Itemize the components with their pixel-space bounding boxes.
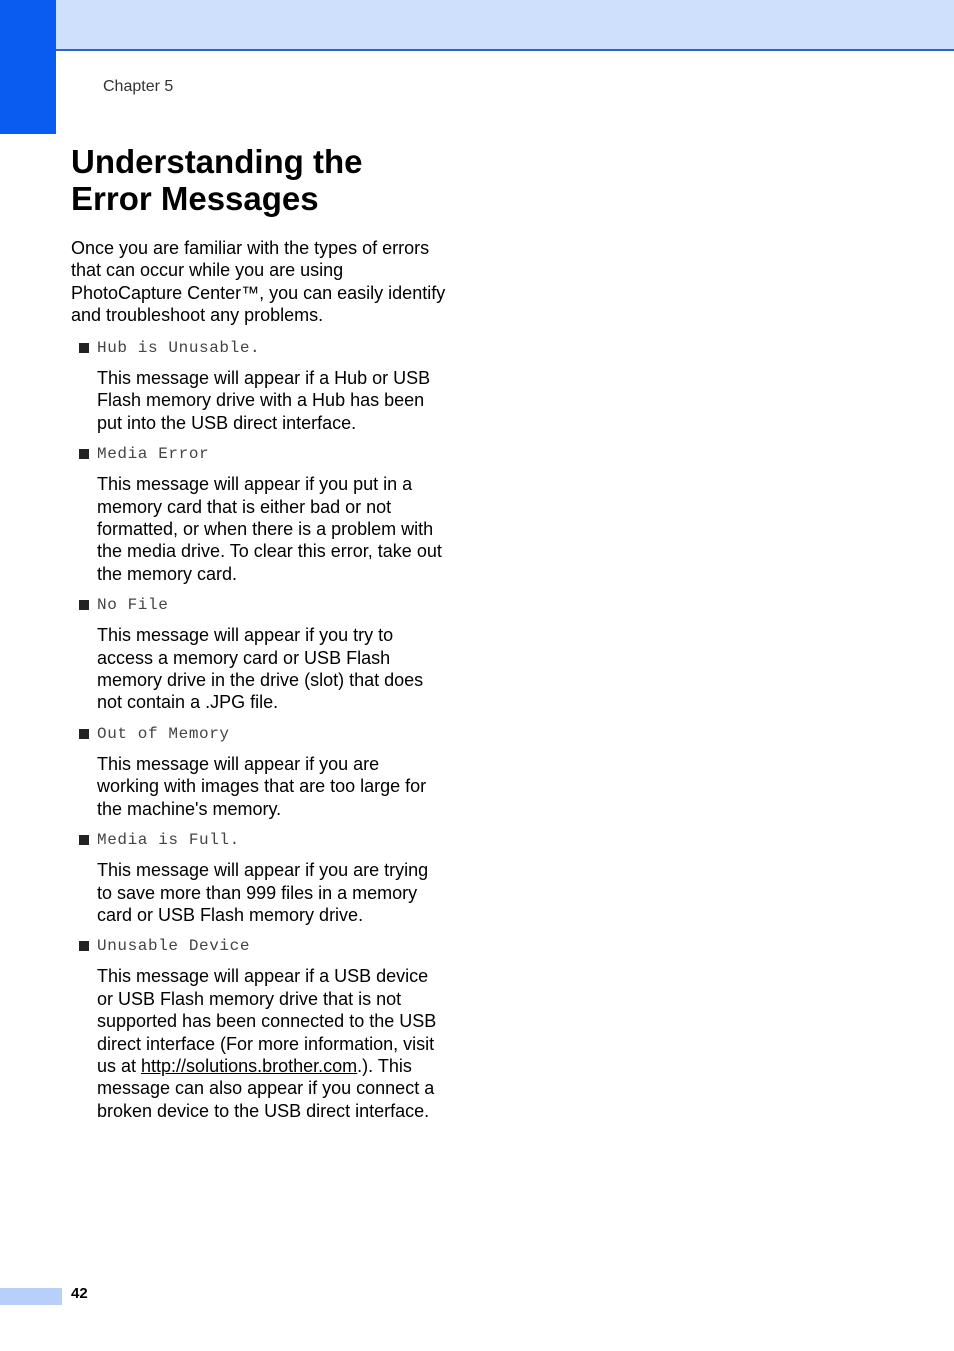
list-item [79,594,459,714]
square-bullet-icon [79,600,89,610]
chapter-label: Chapter 5 [103,78,174,95]
title-line-2: Error Messages [71,180,319,217]
page-number: 42 [71,1285,88,1302]
square-bullet-icon [79,941,89,951]
error-description: This message will appear if you put in a memory card that is either bad or not formatted, or when there is a problem with the media drive. To clear this error, take out the memory card. [97,474,442,584]
square-bullet-icon [79,835,89,845]
header-band [0,0,954,51]
error-description: This message will appear if you try to access a memory card or USB Flash memory drive in the drive (slot) that does not contain a .JPG file. [97,625,424,713]
list-item [79,443,459,585]
error-description: This message will appear if a Hub or USB Flash memory drive with a Hub has been put into the USB direct interface. [97,368,431,433]
intro-paragraph: Once you are familiar with the types of errors that can occur while you are using PhotoCapture Center™, you can easily identify and troubleshoot any problems. [71,238,446,326]
title-line-1: Understanding the [71,143,363,180]
page-title [71,143,491,217]
error-message-name: Hub is Unusable. [97,339,261,357]
list-item [79,723,459,820]
error-description [97,965,442,1122]
square-bullet-icon [79,449,89,459]
error-message-name: Out of Memory [97,724,230,743]
list-item [79,829,459,926]
error-message-name: Media Error [97,445,210,464]
error-description: This message will appear if you are working with images that are too large for the machine's memory. [97,753,427,819]
page-number-tab [0,1288,62,1305]
error-message-name: Unusable Device [97,937,251,956]
support-link[interactable]: http://solutions.brother.com [141,1055,358,1076]
square-bullet-icon [79,729,89,739]
list-item [79,935,459,1122]
list-item [79,337,459,434]
description-text: This message will appear if a USB device or USB Flash memory drive that is not supported has been connected to the USB direct interface (For more information, visit us at [97,966,437,1076]
error-message-name: Media is Full. [97,831,240,850]
error-description: This message will appear if you are trying to save more than 999 files in a memory card or USB Flash memory drive. [97,860,429,925]
error-message-name: No File [97,596,169,615]
chapter-tab [0,0,56,134]
error-message-list [79,337,459,1122]
square-bullet-icon [79,343,89,353]
description-text: .). This message can also appear if you connect a broken device to the USB direct interface. [97,1055,435,1121]
